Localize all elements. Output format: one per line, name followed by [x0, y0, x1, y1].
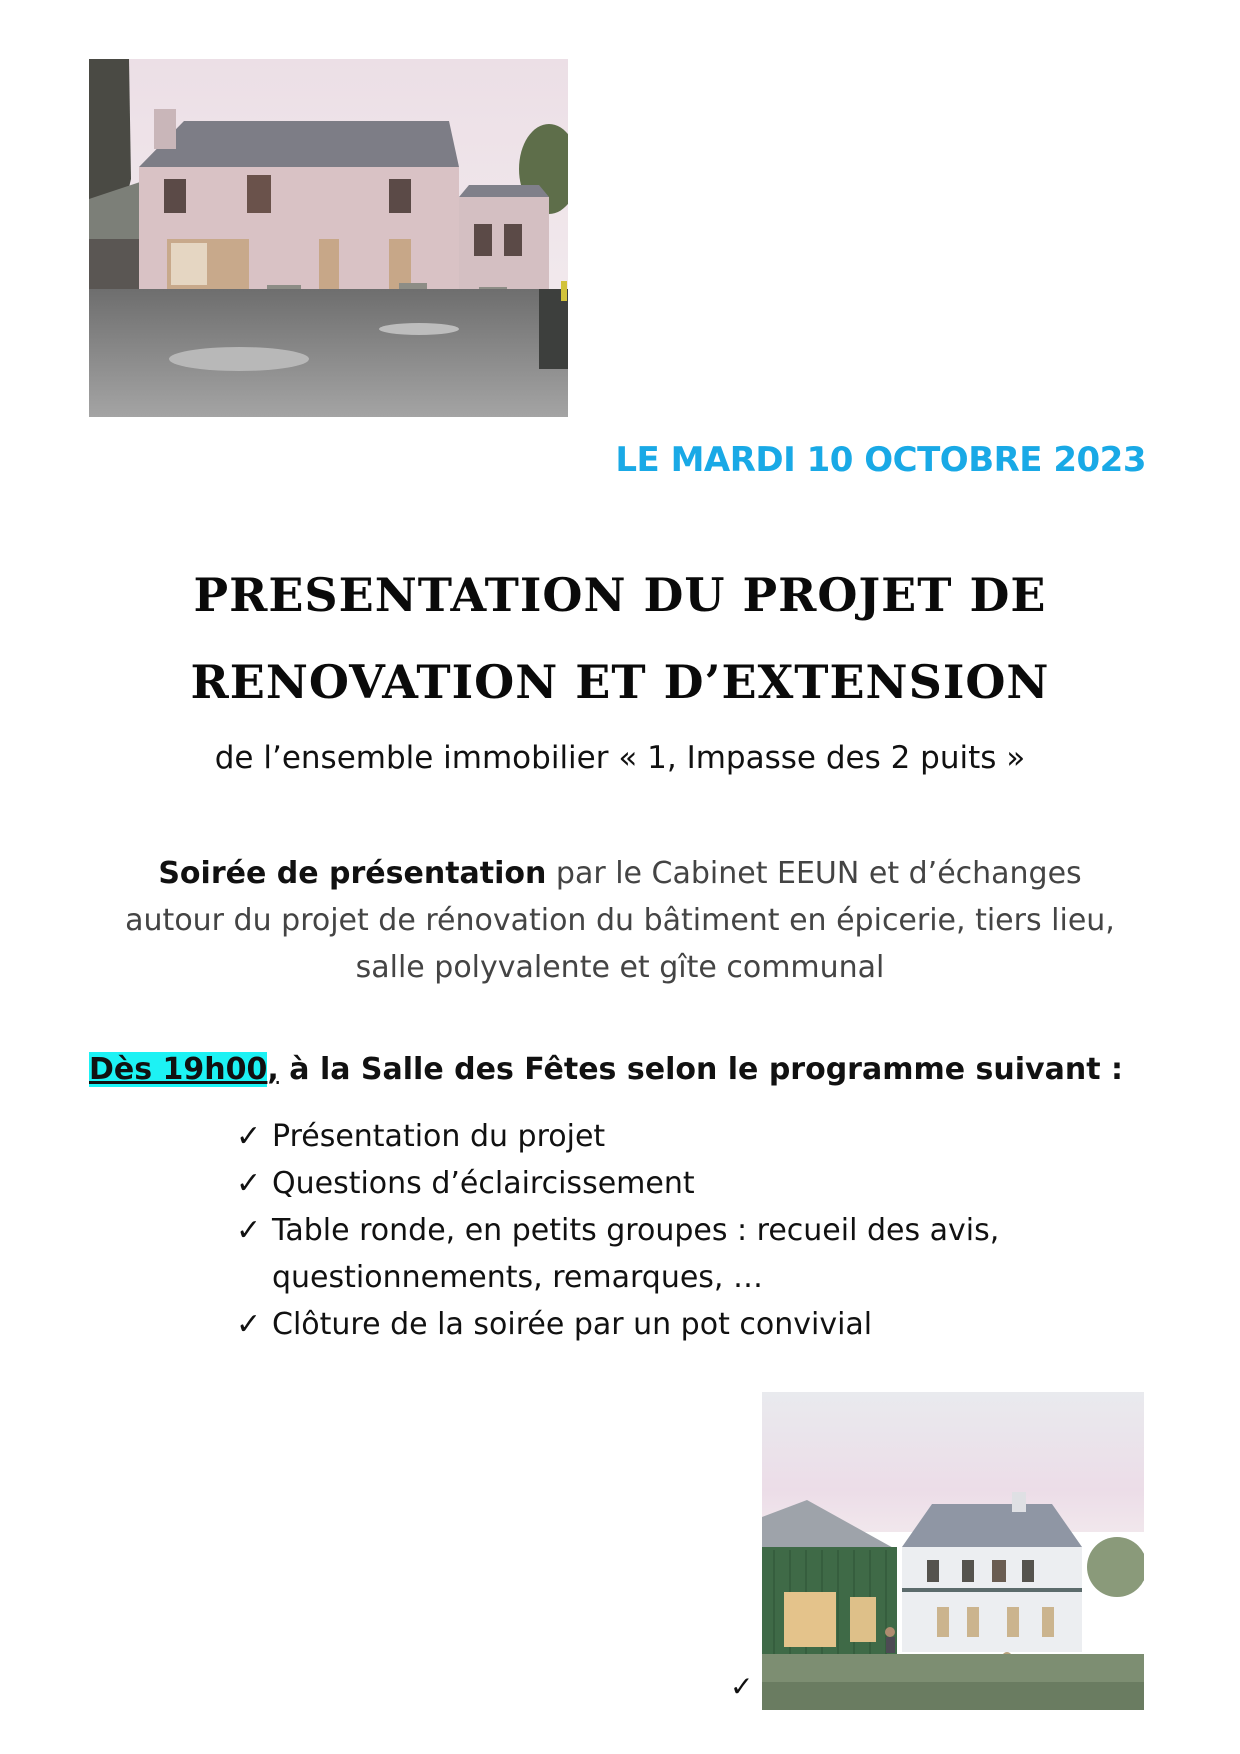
check-icon: ✓ [236, 1307, 262, 1342]
intro-strong: Soirée de présentation [158, 856, 547, 891]
program-list [236, 1113, 1116, 1348]
check-icon: ✓ [236, 1119, 262, 1154]
intro-rest: par le Cabinet EEUN et d’échanges [546, 856, 1082, 891]
check-icon: ✓ [730, 1670, 754, 1703]
check-icon: ✓ [236, 1166, 262, 1201]
list-item-text: Table ronde, en petits groupes : recueil des avis, questionnements, remarques, … [272, 1213, 1000, 1295]
list-item [236, 1160, 1116, 1207]
list-item [236, 1301, 1116, 1348]
building-photo-front [89, 59, 568, 417]
list-item-text: Présentation du projet [272, 1119, 606, 1154]
program-intro-text: à la Salle des Fêtes selon le programme suivant : [278, 1052, 1123, 1087]
building-photo-rear [762, 1392, 1144, 1710]
intro-line-3: salle polyvalente et gîte communal [355, 950, 885, 985]
check-icon: ✓ [236, 1213, 262, 1248]
intro-line-1 [80, 850, 1160, 897]
page-title-line-2: RENOVATION ET D’EXTENSION [190, 655, 1050, 709]
start-time-highlight: Dès 19h00 [89, 1052, 268, 1087]
intro-line-2: autour du projet de rénovation du bâtiment en épicerie, tiers lieu, [125, 903, 1115, 938]
list-item [236, 1113, 1116, 1160]
start-time-comma: , [267, 1052, 279, 1087]
page-title-line-1: PRESENTATION DU PROJET DE [193, 568, 1047, 622]
list-item [236, 1207, 1116, 1301]
intro-paragraph [80, 850, 1160, 991]
list-item-text: Questions d’éclaircissement [272, 1166, 695, 1201]
page-subtitle: de l’ensemble immobilier « 1, Impasse des 2 puits » [214, 740, 1026, 776]
event-date: LE MARDI 10 OCTOBRE 2023 [615, 440, 1146, 480]
program-intro [89, 1052, 1169, 1087]
list-item-text: Clôture de la soirée par un pot convivial [272, 1307, 873, 1342]
